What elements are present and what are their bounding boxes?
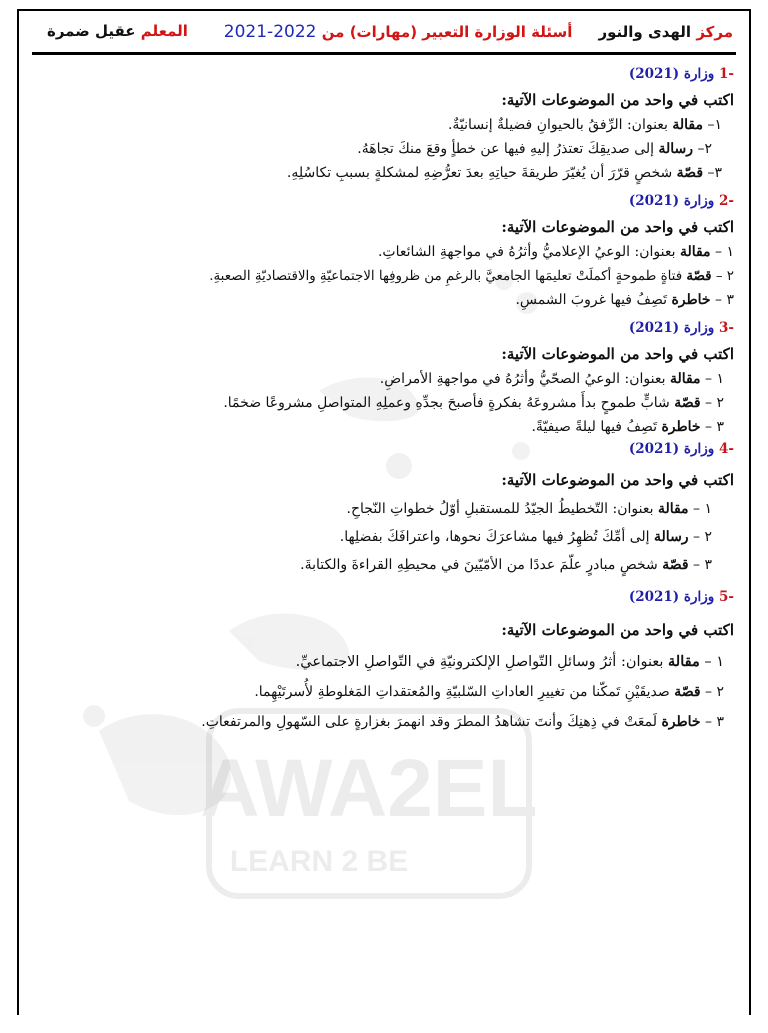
- question-5: [29, 589, 734, 730]
- topic-item: ٣ – خاطرة تَصِفُ فيها ليلةً صيفيّةً.: [531, 419, 724, 435]
- question-heading: [29, 66, 734, 82]
- question-3: [29, 320, 734, 435]
- watermark-text: AWA2EL: [200, 743, 538, 834]
- center-brand: الهدى والنور: [598, 23, 692, 41]
- topic-item: ٢ – قصّة صديقَيْنِ تَمكّنا من تغييرِ العاداتِ السّلبيّةِ والمُعتقداتِ المَغلوطةِ لأُسرتَيْهِما.: [254, 684, 724, 700]
- topic-item: ٢ – قصّة فتاةٍ طموحةٍ أكملَتْ تعليمَها الجامعيَّ بالرغمِ من ظروفِها الاجتماعيّةِ والاقتصاديّةِ الصعبةِ.: [209, 268, 734, 284]
- question-prompt: اكتب في واحد من الموضوعات الآتية:: [501, 345, 734, 363]
- question-source: وزارة (2021): [628, 441, 715, 457]
- header-teacher: [47, 22, 188, 40]
- question-1: [29, 66, 734, 181]
- questions-list: [19, 66, 749, 730]
- teacher-name: عقيل ضمرة: [47, 22, 136, 40]
- question-prompt: اكتب في واحد من الموضوعات الآتية:: [501, 621, 734, 639]
- page-header: [32, 11, 736, 55]
- topic-item: ٢– رسالة إلى صديقِكَ تعتذرُ إليهِ فيها عن خطأٍ وقعَ منكَ تجاهَهُ.: [357, 141, 712, 157]
- topic-item: ١– مقالة بعنوان: الرِّفقُ بالحيوانِ فضيلةٌ إنسانيّةٌ.: [447, 117, 722, 133]
- topic-item: ٢ – رسالة إلى أمِّكَ تُظهِرُ فيها مشاعرَكَ نحوها، واعترافَكَ بفضلِها.: [339, 529, 712, 545]
- question-number: -2: [718, 193, 734, 209]
- question-4: [29, 441, 734, 573]
- topic-item: ١ – مقالة بعنوان: الوعيُ الإعلاميُّ وأثرُهُ في مواجهةِ الشائعاتِ.: [377, 244, 734, 260]
- topic-item: ٣ – خاطرة لَمعَتْ في ذِهنِكَ وأنتَ تشاهدُ المطرَ وقد انهمرَ بغزارةٍ على السّهولِ والمرتفعاتِ.: [201, 714, 724, 730]
- question-source: وزارة (2021): [628, 589, 715, 605]
- question-prompt: اكتب في واحد من الموضوعات الآتية:: [501, 471, 734, 489]
- question-heading: [29, 193, 734, 209]
- question-heading: [29, 589, 734, 605]
- document-title: أسئلة الوزارة التعبير (مهارات) من: [321, 23, 573, 41]
- teacher-label: المعلم: [140, 22, 188, 40]
- question-source: وزارة (2021): [628, 66, 715, 82]
- topic-item: ٣– قصّة شخصٍ قرّرَ أن يُغيّرَ طريقةَ حياتِهِ بعدَ تعرُّضِهِ لمشكلةٍ بسببِ تكاسُلِهِ.: [286, 165, 722, 181]
- question-heading: [29, 320, 734, 336]
- question-number: -4: [718, 441, 734, 457]
- topic-item: ٢ – قصّة شابٍّ طموحٍ بدأَ مشروعَهُ بفكرةٍ فأصبحَ بجدِّهِ وعملِهِ المتواصلِ مشروعًا ضخمًا.: [223, 395, 724, 411]
- question-prompt: اكتب في واحد من الموضوعات الآتية:: [501, 91, 734, 109]
- header-center-title: [224, 22, 733, 42]
- topic-item: ٣ – خاطرة تَصِفُ فيها غروبَ الشمسِ.: [515, 292, 734, 308]
- question-number: -3: [718, 320, 734, 336]
- question-2: [29, 193, 734, 308]
- topic-item: ١ – مقالة بعنوان: الوعيُ الصحّيُّ وأثرُهُ في مواجهةِ الأمراضِ.: [379, 371, 724, 387]
- question-source: وزارة (2021): [628, 320, 715, 336]
- question-heading: [29, 441, 734, 457]
- watermark-subtext: LEARN 2 BE: [229, 845, 409, 878]
- document-years: 2022-2021: [223, 22, 317, 42]
- question-source: وزارة (2021): [628, 193, 715, 209]
- topic-item: ٣ – قصّة شخصٍ مبادرٍ علّمَ عددًا من الأمّيّينَ في محيطِهِ القراءةَ والكتابةَ.: [300, 557, 712, 573]
- center-name: مركز: [696, 23, 733, 41]
- document-page: [17, 9, 751, 1015]
- topic-item: ١ – مقالة بعنوان: التّخطيطُ الجيّدُ للمستقبلِ أوّلُ خطواتِ النّجاحِ.: [346, 501, 712, 517]
- topic-item: ١ – مقالة بعنوان: أثرُ وسائلِ التّواصلِ الإلكترونيّةِ في التّواصلِ الاجتماعيِّ.: [295, 653, 724, 670]
- question-number: -5: [718, 589, 734, 605]
- question-prompt: اكتب في واحد من الموضوعات الآتية:: [501, 218, 734, 236]
- question-number: -1: [718, 66, 734, 82]
